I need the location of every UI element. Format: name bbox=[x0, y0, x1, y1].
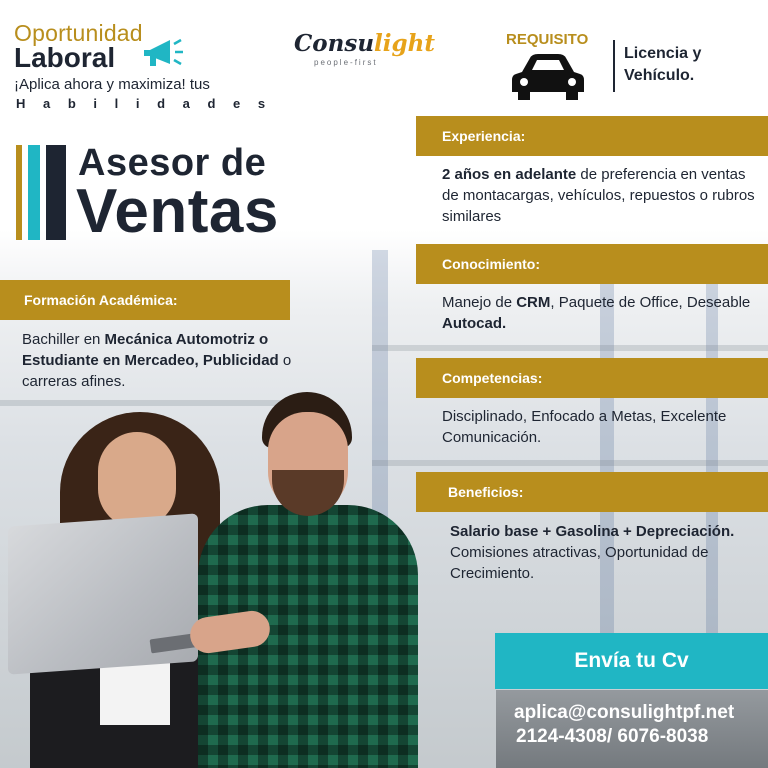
send-cv-button[interactable]: Envía tu Cv bbox=[495, 633, 768, 689]
competencias-heading: Competencias: bbox=[416, 358, 768, 398]
warehouse-shelf bbox=[372, 460, 768, 466]
logo-tagline: people-first bbox=[314, 58, 378, 67]
beneficios-text-plain: Comisiones atractivas, Oportunidad de Crecimiento. bbox=[450, 544, 709, 582]
requisito-title: REQUISITO bbox=[506, 31, 589, 48]
megaphone-icon bbox=[140, 34, 184, 70]
job-title-line1: Asesor de bbox=[78, 142, 267, 184]
tagline-habilidades: H a b i l i d a d e s bbox=[16, 96, 273, 111]
formacion-text-plain1: Bachiller en bbox=[22, 331, 105, 348]
conocimiento-text bbox=[442, 292, 758, 334]
warehouse-shelf bbox=[372, 345, 768, 351]
requisito-value: Licencia y Vehículo. bbox=[624, 45, 702, 84]
experiencia-text bbox=[442, 164, 758, 227]
requisito-divider bbox=[613, 40, 615, 92]
experiencia-text-bold: 2 años en adelante bbox=[442, 166, 577, 183]
warehouse-shelf bbox=[0, 400, 300, 406]
car-icon bbox=[510, 52, 586, 102]
consulight-logo bbox=[294, 30, 435, 67]
formacion-text bbox=[22, 329, 292, 392]
beneficios-heading: Beneficios: bbox=[416, 472, 768, 512]
conocimiento-text-bold2: Autocad. bbox=[442, 315, 507, 332]
formacion-text-plain2: o carreras afines. bbox=[22, 352, 292, 390]
experiencia-text-plain: de preferencia en ventas de montacargas, vehículos, repuestos o rubros similares bbox=[442, 166, 755, 225]
logo-name-prefix: Consu bbox=[294, 30, 375, 57]
experiencia-heading: Experiencia: bbox=[416, 116, 768, 156]
beneficios-text-bold: Salario base + Gasolina + Depreciación. bbox=[450, 523, 735, 540]
contact-email[interactable]: aplica@consulightpf.net bbox=[514, 702, 735, 723]
conocimiento-text-plain2: , Paquete de Office, Deseable bbox=[550, 294, 751, 311]
conocimiento-text-plain1: Manejo de bbox=[442, 294, 517, 311]
formacion-heading: Formación Académica: bbox=[0, 280, 290, 320]
logo-name-suffix: light bbox=[374, 30, 435, 57]
headline-oportunidad: Oportunidad bbox=[14, 20, 143, 46]
headline-laboral: Laboral bbox=[14, 42, 116, 73]
job-title-line2: Ventas bbox=[76, 177, 279, 246]
conocimiento-text-bold1: CRM bbox=[516, 294, 551, 311]
tagline-aplica: ¡Aplica ahora y maximiza! tus bbox=[14, 76, 210, 93]
beneficios-text bbox=[450, 521, 750, 584]
title-stripes bbox=[16, 145, 70, 240]
woman-figure-face bbox=[98, 432, 176, 528]
formacion-text-bold: Mecánica Automotriz o Estudiante en Mercadeo, Publicidad bbox=[22, 331, 279, 369]
conocimiento-heading: Conocimiento: bbox=[416, 244, 768, 284]
contact-phones[interactable]: 2124-4308/ 6076-8038 bbox=[516, 726, 709, 747]
competencias-text: Disciplinado, Enfocado a Metas, Excelente Comunicación. bbox=[442, 408, 727, 446]
